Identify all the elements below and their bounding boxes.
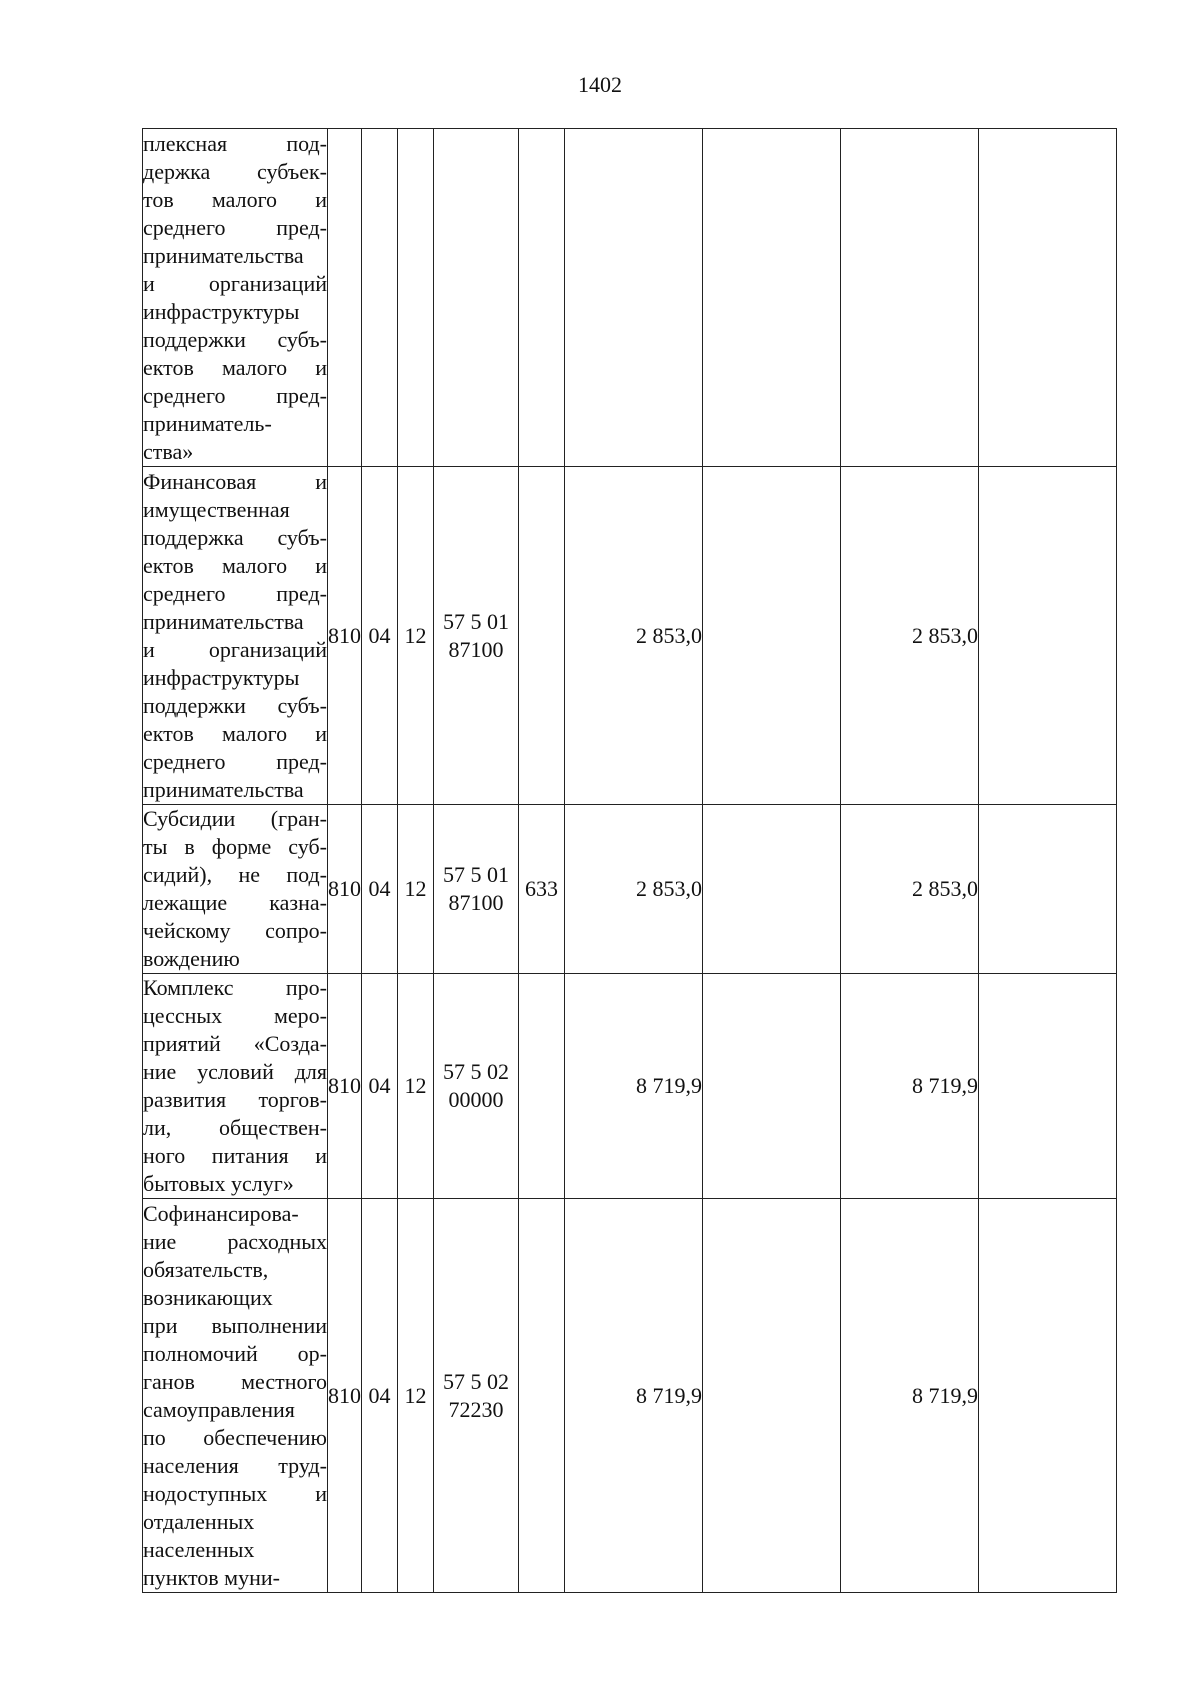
section-code	[362, 129, 398, 467]
expense-type-code	[519, 467, 565, 805]
amount-column-2	[703, 467, 841, 805]
description-line: полномочий ор-	[143, 1340, 327, 1366]
description-line: имущественная	[143, 496, 290, 522]
description-line: отдаленных	[143, 1508, 255, 1534]
description-line: поддержка субъ-	[143, 524, 327, 550]
target-article-line: 57 5 02	[443, 1059, 509, 1084]
description-line: Комплекс про-	[143, 975, 327, 1000]
row-description	[143, 805, 328, 974]
target-article-code	[434, 1199, 519, 1593]
description-line: ли, обществен-	[143, 1115, 327, 1140]
description-line: инфраструктуры	[143, 664, 300, 690]
row-description	[143, 974, 328, 1199]
target-article-line: 00000	[448, 1087, 504, 1112]
amount-column-1: 2 853,0	[565, 467, 703, 805]
expense-type-code	[519, 129, 565, 467]
expense-type-code	[519, 1199, 565, 1593]
amount-column-2	[703, 974, 841, 1199]
target-article-code	[434, 805, 519, 974]
table-row	[143, 467, 1117, 805]
amount-column-1: 2 853,0	[565, 805, 703, 974]
description-line: приниматель-	[143, 410, 272, 436]
ved-code: 810	[328, 1199, 362, 1593]
target-article-line: 57 5 02	[443, 1368, 509, 1394]
description-line: развития торгов-	[143, 1087, 327, 1112]
description-line: Субсидии (гран-	[143, 806, 327, 831]
subsection-code: 12	[398, 467, 434, 805]
amount-column-3: 2 853,0	[841, 467, 979, 805]
description-line: поддержки субъ-	[143, 692, 327, 718]
target-article-code	[434, 974, 519, 1199]
subsection-code: 12	[398, 1199, 434, 1593]
description-line: среднего пред-	[143, 214, 327, 240]
target-article-code	[434, 467, 519, 805]
row-description	[143, 1199, 328, 1593]
row-description	[143, 467, 328, 805]
target-article-line: 57 5 01	[443, 862, 509, 887]
description-line: сидий), не под-	[143, 862, 327, 887]
description-line: чейскому сопро-	[143, 918, 327, 943]
amount-column-1: 8 719,9	[565, 1199, 703, 1593]
ved-code: 810	[328, 974, 362, 1199]
target-article-line: 57 5 01	[443, 608, 509, 634]
ved-code	[328, 129, 362, 467]
description-line: принимательства	[143, 608, 304, 634]
ved-code: 810	[328, 805, 362, 974]
description-line: инфраструктуры	[143, 298, 300, 324]
target-article-line: 72230	[448, 1396, 504, 1422]
description-line: Финансовая и	[143, 468, 327, 494]
description-line: тов малого и	[143, 186, 327, 212]
description-line: по обеспечению	[143, 1424, 327, 1450]
description-line: принимательства	[143, 242, 304, 268]
amount-column-2	[703, 1199, 841, 1593]
section-code: 04	[362, 467, 398, 805]
table-row	[143, 805, 1117, 974]
description-line: ты в форме суб-	[143, 834, 327, 859]
amount-column-4	[979, 467, 1117, 805]
description-line: лежащие казна-	[143, 890, 327, 915]
amount-column-2	[703, 805, 841, 974]
amount-column-4	[979, 805, 1117, 974]
description-line: держка субъек-	[143, 158, 327, 184]
description-line: среднего пред-	[143, 580, 327, 606]
description-line: ние условий для	[143, 1059, 327, 1084]
description-line: ного питания и	[143, 1143, 327, 1168]
description-line: приятий «Созда-	[143, 1031, 327, 1056]
target-article-code	[434, 129, 519, 467]
description-line: пунктов муни-	[143, 1564, 280, 1590]
row-description	[143, 129, 328, 467]
subsection-code	[398, 129, 434, 467]
budget-table	[142, 128, 1117, 1593]
table-row	[143, 974, 1117, 1199]
description-line: среднего пред-	[143, 382, 327, 408]
description-line: среднего пред-	[143, 748, 327, 774]
description-line: и организаций	[143, 636, 327, 662]
subsection-code: 12	[398, 974, 434, 1199]
description-line: возникающих	[143, 1284, 273, 1310]
description-line: ектов малого и	[143, 354, 327, 380]
description-line: вождению	[143, 946, 240, 971]
description-line: цессных меро-	[143, 1003, 327, 1028]
table-row	[143, 129, 1117, 467]
section-code: 04	[362, 805, 398, 974]
amount-column-3	[841, 129, 979, 467]
amount-column-3: 2 853,0	[841, 805, 979, 974]
expense-type-code	[519, 974, 565, 1199]
amount-column-4	[979, 129, 1117, 467]
description-line: ектов малого и	[143, 552, 327, 578]
amount-column-3: 8 719,9	[841, 1199, 979, 1593]
amount-column-4	[979, 974, 1117, 1199]
target-article-line: 87100	[448, 636, 504, 662]
expense-type-code: 633	[519, 805, 565, 974]
amount-column-2	[703, 129, 841, 467]
page-number: 1402	[578, 72, 622, 97]
subsection-code: 12	[398, 805, 434, 974]
description-line: плексная под-	[143, 130, 327, 156]
description-line: принимательства	[143, 776, 304, 802]
section-code: 04	[362, 974, 398, 1199]
description-line: самоуправления	[143, 1396, 295, 1422]
description-line: поддержки субъ-	[143, 326, 327, 352]
amount-column-3: 8 719,9	[841, 974, 979, 1199]
description-line: и организаций	[143, 270, 327, 296]
amount-column-1	[565, 129, 703, 467]
amount-column-1: 8 719,9	[565, 974, 703, 1199]
description-line: при выполнении	[143, 1312, 327, 1338]
section-code: 04	[362, 1199, 398, 1593]
description-line: ганов местного	[143, 1368, 327, 1394]
table-row	[143, 1199, 1117, 1593]
description-line: населенных	[143, 1536, 255, 1562]
description-line: ства»	[143, 438, 194, 464]
description-line: нодоступных и	[143, 1480, 327, 1506]
description-line: Софинансирова-	[143, 1200, 299, 1226]
amount-column-4	[979, 1199, 1117, 1593]
description-line: ние расходных	[143, 1228, 327, 1254]
description-line: обязательств,	[143, 1256, 269, 1282]
description-line: населения труд-	[143, 1452, 327, 1478]
ved-code: 810	[328, 467, 362, 805]
description-line: бытовых услуг»	[143, 1171, 294, 1196]
description-line: ектов малого и	[143, 720, 327, 746]
target-article-line: 87100	[448, 890, 504, 915]
